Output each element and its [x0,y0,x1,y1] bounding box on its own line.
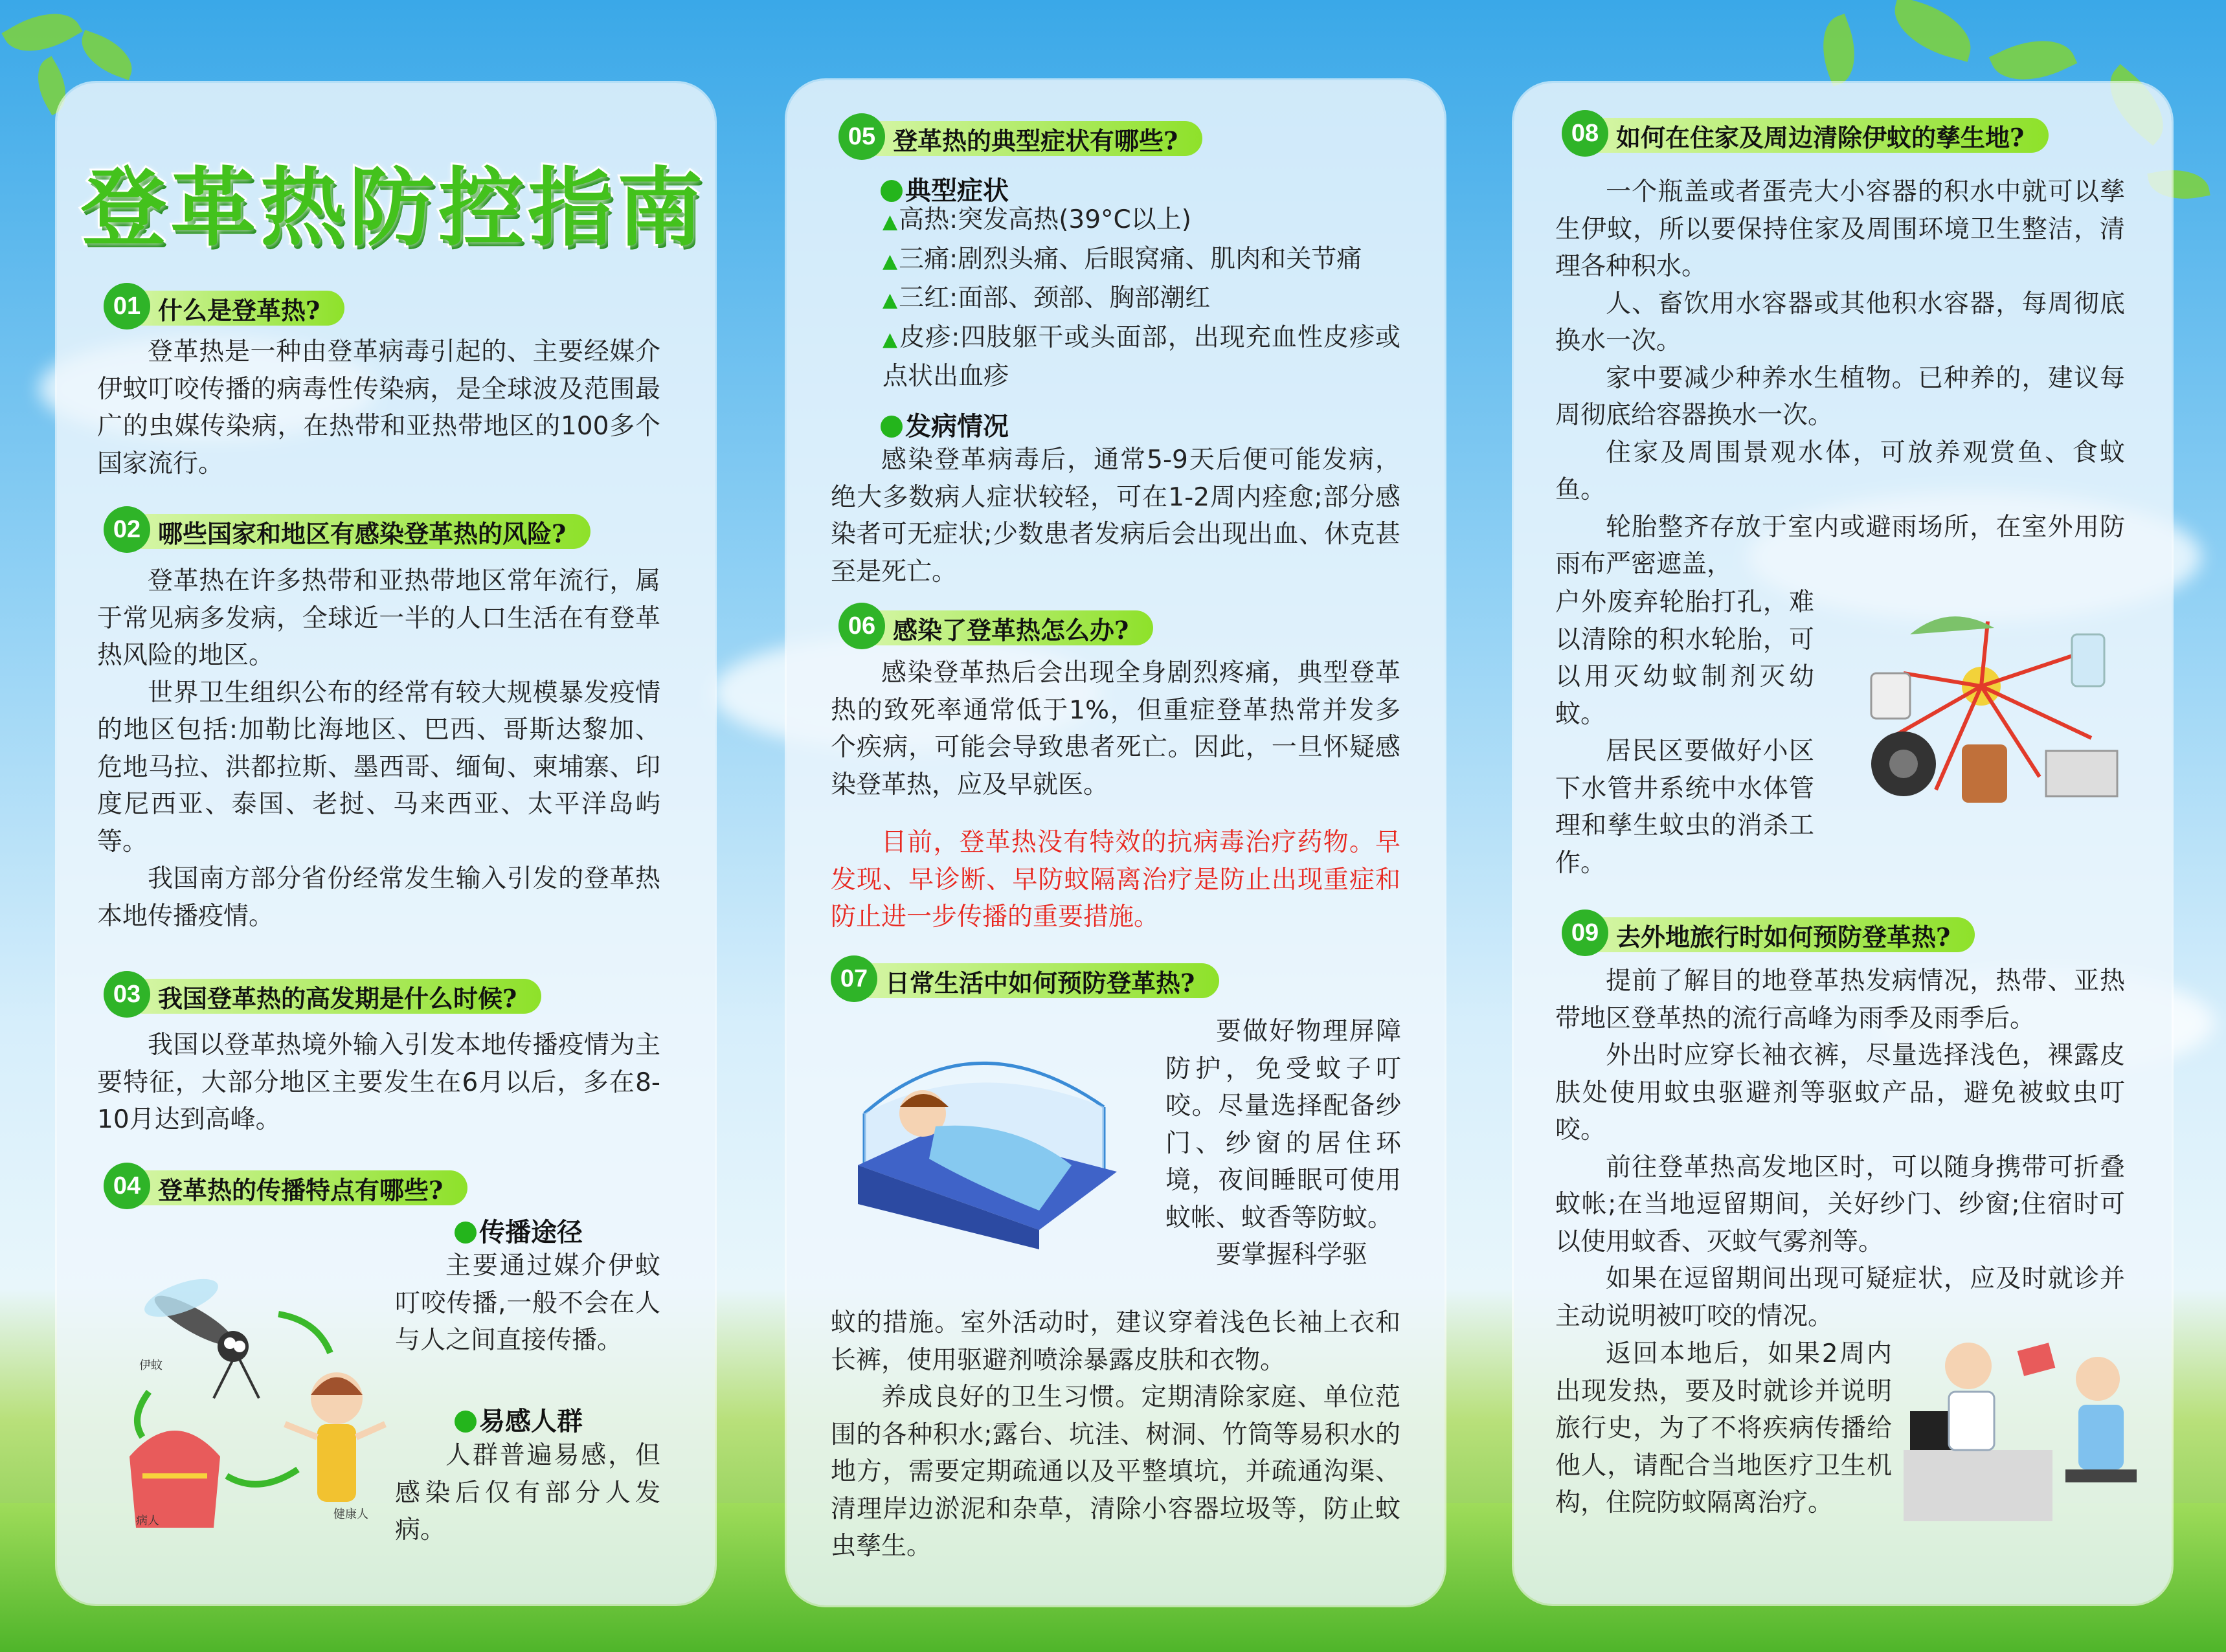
heading-text: 登革热的典型症状有哪些? [860,121,1202,156]
sub-heading-text: 易感人群 [479,1407,583,1436]
warning-paragraph: 目前，登革热没有特效的抗病毒治疗药物。早发现、早诊断、早防蚊隔离治疗是防止出现重症和防止进一步传播的重要措施。 [831,828,1400,932]
paragraph: 登革热是一种由登革病毒引起的、主要经媒介伊蚊叮咬传播的病毒性传染病，是全球波及范围最广的虫媒传染病，在热带和亚热带地区的100多个国家流行。 [97,337,660,478]
sub-heading-text: 传播途径 [479,1218,583,1247]
section-number: 01 [104,283,150,329]
grass-icon [1910,616,1994,634]
section-09-narrow-text [1555,1335,1892,1522]
healthy-person-icon [285,1372,385,1502]
bullet-dot-icon [455,1222,477,1244]
paragraph: 世界卫生组织公布的经常有较大规模暴发疫情的地区包括:加勒比海地区、巴西、哥斯达黎加、危地马拉、洪都拉斯、墨西哥、缅甸、柬埔寨、印度尼西亚、泰国、老挝、马来西亚、太平洋岛屿等。 [97,678,660,856]
section-06-warning [831,824,1400,936]
symptom-item [831,280,1400,319]
healthy-label: 健康人 [333,1508,368,1521]
section-08-narrow-text [1555,584,1814,882]
paragraph: 我国南方部分省份经常发生输入引发的登革热本地传播疫情。 [97,864,660,931]
mosquito-icon [140,1271,259,1398]
section-05-onset-text [831,441,1400,590]
transmission-cycle-illustration [104,1262,388,1534]
section-number: 05 [838,113,885,160]
heading-text: 哪些国家和地区有感染登革热的风险? [126,514,590,549]
symptom-text: 三红:面部、颈部、胸部潮红 [899,284,1211,313]
heading-text: 我国登革热的高发期是什么时候? [126,979,541,1014]
symptom-text: 高热:突发高热(39°C以上) [899,205,1192,234]
paragraph: 户外废弃轮胎打孔，难以清除的积水轮胎，可以用灭幼蚊制剂灭幼蚊。 [1555,588,1814,729]
section-06-body [831,654,1400,803]
section-number: 08 [1562,110,1608,157]
heading-text: 如何在住家及周边清除伊蚊的孳生地? [1584,118,2049,153]
section-04-susceptible-text [395,1437,660,1549]
section-number: 09 [1562,910,1608,956]
paragraph: 我国以登革热境外输入引发本地传播疫情为主要特征，大部分地区主要发生在6月以后，多在8-10月达到高峰。 [97,1031,660,1134]
section-number: 04 [104,1163,150,1209]
triangle-bullet-icon: ▲ [883,249,898,273]
sub-heading-text: 典型症状 [905,176,1009,206]
paragraph: 提前了解目的地登革热发病情况，热带、亚热带地区登革热的流行高峰为雨季及雨季后。 [1555,966,2125,1033]
triangle-bullet-icon: ▲ [883,289,898,311]
section-number: 02 [104,506,150,553]
paragraph: 返回本地后，如果2周内出现发热，要及时就诊并说明旅行史，为了不将疾病传播给他人，请配合当地医疗卫生机构，住院防蚊隔离治疗。 [1555,1339,1892,1517]
paragraph: 住家及周围景观水体，可放养观赏鱼、食蚊鱼。 [1555,438,2125,504]
map-icon [2018,1343,2056,1376]
symptom-list [831,201,1400,396]
section-07-body [831,1304,1400,1565]
brick-wall-icon [2046,751,2117,796]
doctor-icon [1945,1343,1992,1389]
section-number: 03 [104,971,150,1018]
paragraph: 蚊的措施。室外活动时，建议穿着浅色长袖上衣和长裤，使用驱避剂喷涂暴露皮肤和衣物。 [831,1308,1400,1375]
paragraph: 轮胎整齐存放于室内或避雨场所，在室外用防雨布严密遮盖， [1555,512,2125,579]
paragraph: 居民区要做好小区下水管井系统中水体管理和孳生蚊虫的消杀工作。 [1555,737,1814,878]
heading-text: 日常生活中如何预防登革热? [853,963,1219,998]
symptom-text: 皮疹:四肢躯干或头面部，出现充血性皮疹或点状出血疹 [883,322,1401,391]
mosquito-net-bed-illustration [845,1016,1130,1249]
paragraph: 主要通过媒介伊蚊叮咬传播,一般不会在人与人之间直接传播。 [395,1251,660,1355]
paragraph: 一个瓶盖或者蛋壳大小容器的积水中就可以孳生伊蚊，所以要保持住家及周围环境卫生整洁，清理各种积水。 [1555,177,2125,281]
paragraph: 养成良好的卫生习惯。定期清除家庭、单位范围的各种积水;露台、坑洼、树洞、竹筒等易积水的地方，需要定期疏通以及平整填坑，并疏通沟渠、清理岸边淤泥和杂草，清除小容器垃圾等，防止蚊虫孳生。 [831,1383,1400,1561]
paragraph: 感染登革病毒后，通常5-9天后便可能发病，绝大多数病人症状较轻，可在1-2周内痊愈;部分感染者可无症状;少数患者发病后会出现出血、休克甚至是死亡。 [831,445,1400,586]
bullet-dot-icon [881,416,903,438]
paragraph: 登革热在许多热带和亚热带地区常年流行，属于常见病多发病，全球近一半的人口生活在有登革热风险的地区。 [97,566,660,670]
breeding-sites-illustration [1832,596,2130,809]
section-09-body [1555,963,2125,1335]
symptom-text: 三痛:剧烈头痛、后眼窝痛、肌肉和关节痛 [899,244,1362,274]
mosquito-label: 伊蚊 [139,1359,163,1372]
sub-heading-onset [881,406,1009,443]
patient-label: 病人 [136,1514,159,1528]
paragraph: 感染登革热后会出现全身剧烈疼痛，典型登革热的致死率通常低于1%，但重症登革热常并发多个疾病，可能会导致患者死亡。因此，一旦怀疑感染登革热，应及早就医。 [831,658,1400,799]
section-04-transmission-text [395,1247,660,1359]
section-08-body [1555,173,2125,583]
heading-text: 登革热的传播特点有哪些? [126,1170,467,1205]
symptom-item [831,201,1400,241]
bucket-icon [1871,673,1910,719]
vase-icon [2072,634,2104,686]
barrel-icon [1962,744,2007,803]
paragraph: 人、畜饮用水容器或其他积水容器，每周彻底换水一次。 [1555,289,2125,355]
paragraph: 要掌握科学驱 [1216,1240,1368,1269]
section-01-body [97,333,660,482]
section-number: 06 [838,603,885,649]
section-number: 07 [831,955,877,1002]
section-02-body [97,563,660,935]
paragraph: 家中要减少种养水生植物。已种养的，建议每周彻底给容器换水一次。 [1555,363,2125,430]
triangle-bullet-icon: ▲ [883,210,898,233]
patient-icon [129,1431,220,1528]
bullet-dot-icon [455,1411,477,1433]
heading-text: 去外地旅行时如何预防登革热? [1584,917,1975,952]
page-title: 登革热防控指南 [81,159,706,258]
sub-heading-transmission [455,1212,583,1249]
desk-icon [1904,1450,2052,1521]
bullet-dot-icon [881,180,903,202]
paragraph: 如果在逗留期间出现可疑症状，应及时就诊并主动说明被叮咬的情况。 [1555,1264,2125,1331]
section-03-body [97,1027,660,1139]
triangle-bullet-icon: ▲ [883,328,899,351]
section-07-side-text [1165,1013,1401,1274]
paragraph: 人群普遍易感，但感染后仅有部分人发病。 [395,1441,660,1545]
symptom-item [831,319,1400,396]
paragraph: 要做好物理屏障防护，免受蚊子叮咬。尽量选择配备纱门、纱窗的居住环境，夜间睡眠可使用蚊帐、蚊香等防蚊。 [1165,1017,1401,1233]
patient-icon [2076,1357,2120,1401]
symptom-item [831,241,1400,280]
sub-heading-susceptible [455,1401,583,1438]
paragraph: 前往登革热高发地区时，可以随身携带可折叠蚊帐;在当地逗留期间，关好纱门、纱窗;住宿时可以使用蚊香、灭蚊气雾剂等。 [1555,1152,2125,1256]
paragraph: 外出时应穿长袖衣裤，尽量选择浅色，裸露皮肤处使用蚊虫驱避剂等驱蚊产品，避免被蚊虫叮咬。 [1555,1041,2125,1144]
heading-text: 什么是登革热? [126,291,344,326]
doctor-consultation-illustration [1891,1321,2150,1534]
sub-heading-text: 发病情况 [905,412,1009,441]
heading-text: 感染了登革热怎么办? [860,610,1153,645]
